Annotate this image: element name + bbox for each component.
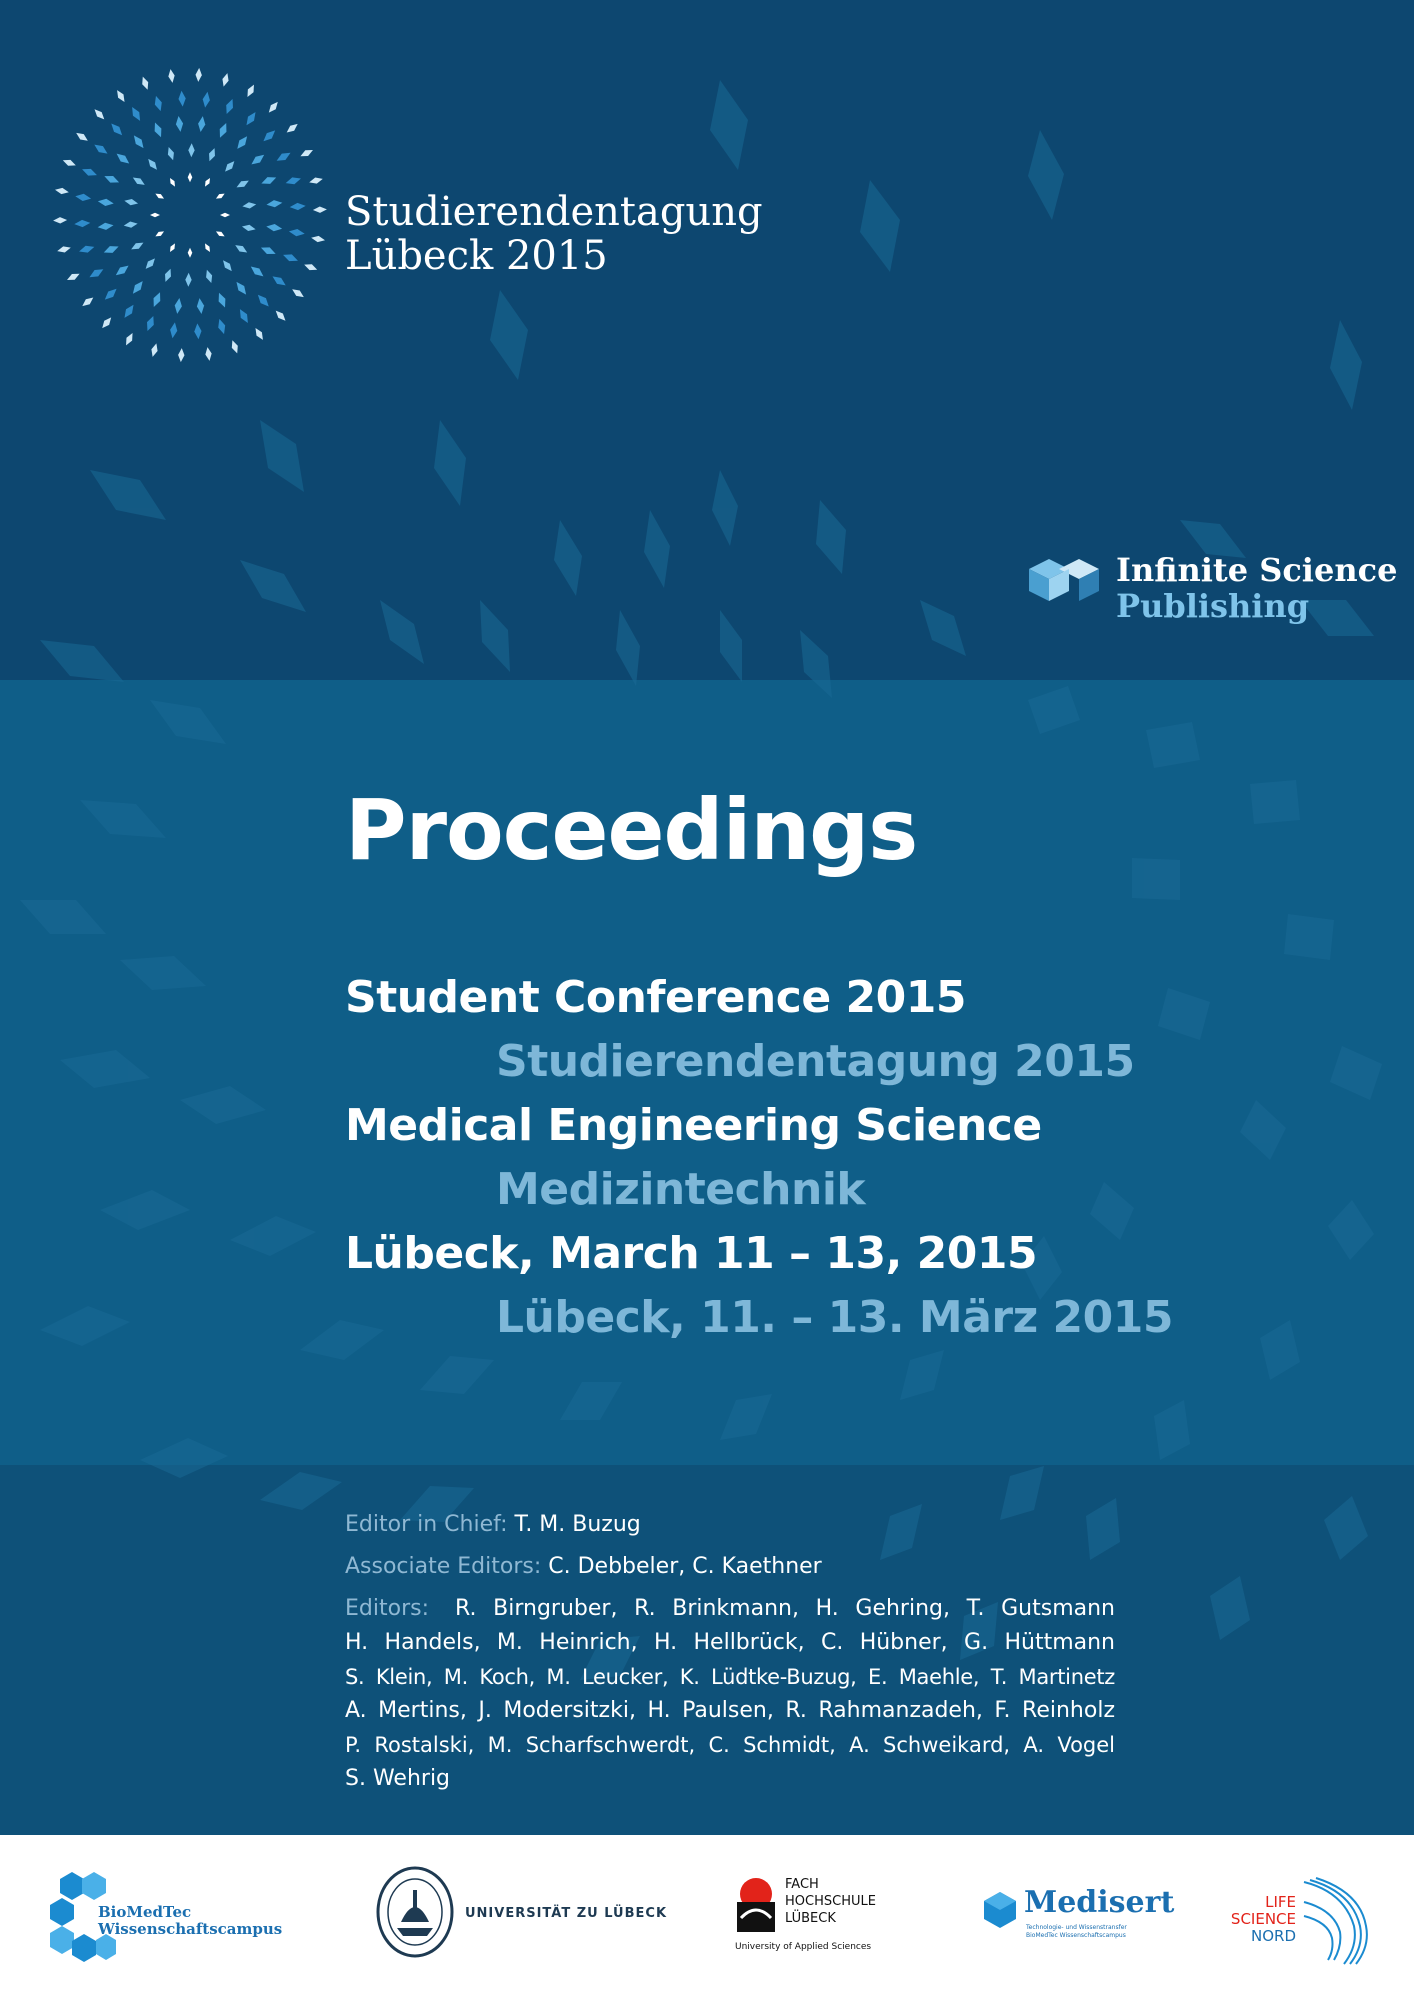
associate-editors-names: C. Debbeler, C. Kaethner [548,1554,822,1579]
burst-petal [216,318,228,335]
burst-petal [178,348,185,362]
page-title: Proceedings [345,781,918,879]
fh-name [785,1876,876,1927]
burst-petal [129,105,143,122]
burst-petal [123,332,135,347]
burst-petal [53,217,67,224]
burst-petal [162,268,173,283]
uni-name: UNIVERSITÄT ZU LÜBECK [465,1906,668,1921]
burst-petal [114,263,131,278]
publisher-logo-icon [1025,555,1103,605]
burst-petal [178,90,186,106]
burst-petal [169,322,179,339]
burst-petal [152,95,164,112]
burst-petal [100,315,114,330]
burst-petal [303,262,318,273]
burst-petal [103,173,121,186]
burst-petal [270,273,287,288]
burst-petal [201,91,211,108]
uni-seal-icon [375,1862,455,1962]
burst-petal [102,286,119,302]
fh-name-line2: HOCHSCHULE [785,1894,876,1909]
burst-petal [174,297,183,314]
burst-petal [124,198,139,207]
associate-editors-label: Associate Editors: [345,1554,542,1579]
fh-name-line3: LÜBECK [785,1911,836,1926]
burst-petal [195,68,202,82]
publisher-name-line2: Publishing [1116,587,1310,625]
burst-petal [273,308,287,322]
burst-petal [74,219,90,227]
subtitle-en-1: Student Conference 2015 [345,972,966,1023]
burst-petal [216,291,229,309]
burst-petal [114,88,127,103]
burst-petal [234,134,250,151]
burst-petal [221,72,231,87]
burst-petal [194,323,202,339]
burst-petal [75,193,92,203]
burst-petal [203,177,212,188]
burst-petal [196,298,205,315]
burst-petal [81,166,99,179]
lsn-name-line1: LIFE [1265,1893,1296,1911]
lsn-name-line3: NORD [1251,1927,1296,1945]
subtitle-en-2: Medical Engineering Science [345,1100,1042,1151]
burst-petal [220,213,230,218]
burst-petal [215,229,226,238]
editors-names: R. Birngruber, R. Brinkmann, H. Gehring, T. Gutsmann [455,1596,1115,1621]
burst-petal [146,157,160,172]
burst-petal [204,269,214,284]
burst-petal [97,198,114,207]
burst-petal [308,176,323,186]
burst-petal [235,178,250,190]
associate-editors [345,1550,1115,1584]
conference-name-line1: Studierendentagung [345,189,763,235]
medisert-subtitle-line1: Technologie- und Wissenstransfer [1026,1924,1127,1931]
burst-petal [121,303,136,320]
burst-petal [234,242,249,255]
burst-petal [234,280,249,297]
burst-petal [255,292,271,309]
editors-list [345,1592,1115,1796]
burst-petal [275,150,292,164]
burst-petal [261,128,278,144]
conference-logo-burst [50,60,330,370]
burst-petal [131,175,146,188]
lsn-wave-icon [1300,1872,1370,1968]
burst-petal [150,213,160,218]
editors-names: H. Handels, M. Heinrich, H. Hellbrück, C. Hübner, G. Hüttmann [345,1630,1115,1655]
burst-petal [140,76,151,91]
burst-petal [102,243,120,256]
burst-petal [92,142,109,157]
burst-petal [144,315,157,333]
fh-luebeck-logo [735,1862,905,1972]
burst-petal [188,172,193,182]
editors-names: A. Mertins, J. Modersitzki, H. Paulsen, R. Rahmanzadeh, F. Reinholz [345,1698,1115,1723]
editors-block [345,1508,1115,1796]
burst-petal [150,291,163,309]
burst-petal [242,201,257,209]
editors-row [345,1592,1115,1626]
subtitle-en-3: Lübeck, March 11 – 13, 2015 [345,1228,1038,1279]
burst-petal [266,100,280,115]
subtitle-de-2: Medizintechnik [496,1164,866,1215]
burst-petal [168,242,177,253]
publisher-name-line1: Infinite Science [1116,551,1398,589]
burst-petal [123,220,138,228]
burst-petal [229,339,240,354]
burst-petal [197,116,206,133]
lsn-name-line2: SCIENCE [1230,1910,1296,1928]
burst-petal [88,266,105,280]
burst-petal [313,206,327,213]
uni-luebeck-logo [375,1862,668,1972]
burst-petal [203,242,212,253]
medisert-logo [980,1862,1175,1972]
editors-names: P. Rostalski, M. Scharfschwerdt, C. Schmidt, A. Schweikard, A. Vogel [345,1733,1115,1757]
burst-petal [260,244,278,257]
editor-in-chief-label: Editor in Chief: [345,1512,508,1537]
burst-petal [266,199,283,208]
biomedtec-name-line2: Wissenschaftscampus [98,1920,283,1938]
burst-petal [150,342,160,357]
burst-petal [62,157,77,168]
editors-label: Editors: [345,1596,429,1621]
burst-petal [74,130,89,143]
burst-petal [289,202,305,210]
burst-petal [221,258,235,273]
burst-petal [290,287,305,300]
burst-petal [166,146,176,161]
burst-petal [78,243,95,255]
burst-petal [154,229,165,238]
biomedtec-name [98,1904,282,1938]
burst-petal [97,222,114,231]
burst-petal [217,122,230,140]
burst-petal [206,147,217,162]
burst-petal [311,235,326,244]
fh-subtitle: University of Applied Sciences [735,1942,872,1952]
burst-petal [245,83,257,98]
burst-petal [54,187,69,196]
burst-petal [167,69,175,84]
editor-in-chief [345,1508,1115,1542]
burst-petal [285,175,302,187]
conference-name-line2: Lübeck 2015 [345,233,608,279]
life-science-nord-logo [1228,1862,1378,1972]
burst-petal [299,147,314,159]
subtitle-de-1: Studierendentagung 2015 [496,1036,1135,1087]
burst-petal [152,121,165,139]
burst-petal [92,107,106,121]
burst-petal [253,326,266,341]
burst-petal [130,279,146,296]
editors-names: S. Wehrig [345,1766,451,1791]
burst-petal [215,192,226,201]
burst-petal [285,121,300,135]
burst-petal [130,240,145,252]
burst-petal [249,152,266,167]
burst-petal [56,245,71,255]
burst-petal [266,223,283,232]
burst-petal [282,251,300,264]
burst-petal [243,110,258,127]
burst-petal [109,121,125,138]
publisher-name [1116,552,1397,624]
editor-in-chief-name: T. M. Buzug [514,1512,641,1537]
burst-petal [114,151,131,167]
subtitle-de-3: Lübeck, 11. – 13. März 2015 [496,1292,1173,1343]
conference-name [345,190,763,278]
medisert-subtitle-line2: BioMedTec Wissenschaftscampus [1026,1932,1126,1939]
burst-petal [175,116,184,133]
burst-petal [249,264,266,280]
burst-petal [241,223,256,232]
burst-petal [223,159,237,174]
biomedtec-name-line1: BioMedTec [98,1903,192,1921]
burst-petal [143,256,157,271]
medisert-subtitle [1026,1924,1127,1940]
lsn-name [1228,1894,1296,1945]
burst-petal [237,307,251,324]
biomedtec-logo [50,1862,290,1972]
burst-petal [80,295,95,309]
medisert-name: Medisert [1024,1885,1175,1920]
burst-petal [223,98,236,116]
fh-luebeck-icon [735,1876,777,1936]
burst-petal [188,248,193,258]
burst-petal [154,192,165,201]
burst-petal [260,174,278,187]
burst-petal [168,177,177,188]
burst-petal [288,228,305,238]
burst-petal [131,133,146,150]
medisert-hexagon-icon [980,1890,1020,1930]
burst-petal [204,347,212,362]
editors-names: S. Klein, M. Koch, M. Leucker, K. Lüdtke-Buzug, E. Maehle, T. Martinetz [345,1665,1115,1689]
fh-name-line1: FACH [785,1877,819,1892]
burst-petal [66,271,81,283]
burst-petal [188,143,195,157]
burst-petal [185,273,192,287]
